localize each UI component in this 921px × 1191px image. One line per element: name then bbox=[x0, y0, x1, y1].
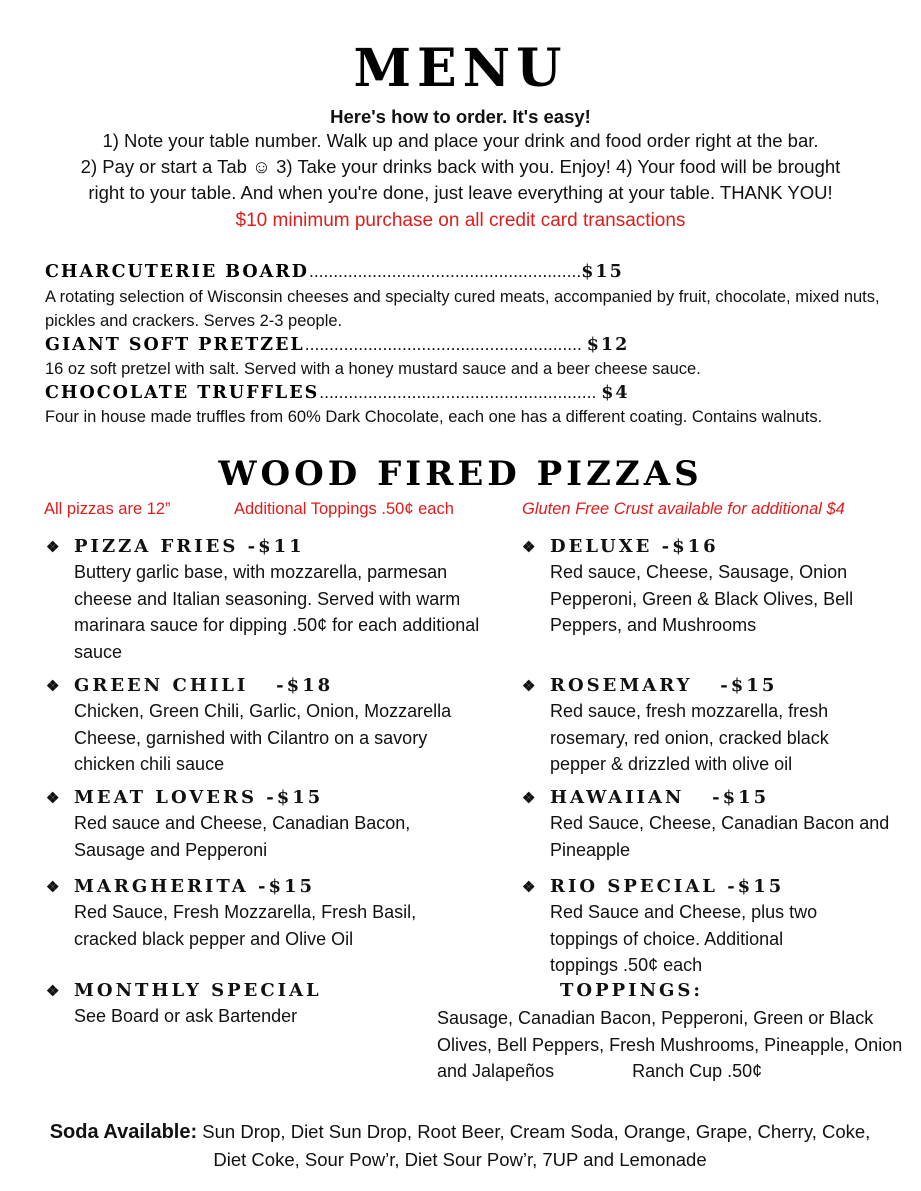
bullet-icon: ❖ bbox=[522, 789, 539, 807]
pizza-name: ROSEMARY -$15 bbox=[550, 675, 778, 696]
pizza-description: See Board or ask Bartender bbox=[74, 1006, 298, 1026]
appetizer-name: GIANT SOFT PRETZEL bbox=[45, 335, 305, 355]
pizza-item-deluxe bbox=[522, 535, 917, 639]
pizza-item-rio-special bbox=[522, 875, 917, 979]
soda-label: Soda Available: bbox=[49, 1121, 198, 1143]
pizza-heading bbox=[46, 875, 486, 899]
credit-card-minimum: $10 minimum purchase on all credit card transactions bbox=[235, 210, 686, 231]
howto-line-1: 1) Note your table number. Walk up and place your drink and food order right at the bar. bbox=[102, 130, 819, 151]
pizza-heading bbox=[522, 674, 917, 698]
pizza-item-pizza-fries bbox=[46, 535, 486, 665]
pizza-name: GREEN CHILI -$18 bbox=[74, 675, 334, 696]
pizza-heading bbox=[522, 535, 917, 559]
appetizer-name: CHOCOLATE TRUFFLES bbox=[45, 383, 320, 403]
toppings-items: Sausage, Canadian Bacon, Pepperoni, Green or Black Olives, Bell Peppers, Fresh Mushrooms, Pineapple, Onion and Jalapeños bbox=[437, 1008, 903, 1081]
pizza-name: MEAT LOVERS -$15 bbox=[74, 787, 324, 808]
pizza-item-rosemary bbox=[522, 674, 917, 778]
appetizer-truffles-title bbox=[45, 381, 880, 403]
appetizer-charcuterie-desc: A rotating selection of Wisconsin cheeses and specialty cured meats, accompanied by fruit, chocolate, mixed nuts, pickles and crackers. Serves 2-3 people. bbox=[45, 288, 880, 330]
dot-leader: ......................................................... bbox=[304, 334, 587, 354]
pizza-item-meat-lovers bbox=[46, 786, 486, 863]
appetizer-price: $12 bbox=[586, 335, 630, 355]
pizza-description: Red Sauce, Cheese, Canadian Bacon and Pineapple bbox=[550, 813, 890, 860]
pizza-heading bbox=[46, 979, 486, 1003]
bullet-icon: ❖ bbox=[46, 677, 63, 695]
toppings-price-note: Additional Toppings .50¢ each bbox=[234, 500, 454, 518]
pizza-description: Red sauce, Cheese, Sausage, Onion Pepperoni, Green & Black Olives, Bell Peppers, and Mushrooms bbox=[550, 562, 854, 635]
pizza-name: HAWAIIAN -$15 bbox=[550, 787, 770, 808]
menu-title: MENU bbox=[353, 38, 568, 99]
pizza-name: MARGHERITA -$15 bbox=[74, 876, 316, 897]
toppings-title: TOPPINGS: bbox=[560, 980, 704, 1001]
bullet-icon: ❖ bbox=[46, 878, 63, 896]
pizza-item-margherita bbox=[46, 875, 486, 952]
soda-available bbox=[40, 1118, 880, 1173]
soda-list: Sun Drop, Diet Sun Drop, Root Beer, Cream Soda, Orange, Grape, Cherry, Coke, Diet Coke, Sour Pow’r, Diet Sour Pow’r, 7UP and Lemonade bbox=[197, 1121, 871, 1170]
pizza-name: DELUXE -$16 bbox=[550, 536, 719, 557]
bullet-icon: ❖ bbox=[522, 538, 539, 556]
pizza-size-note: All pizzas are 12” bbox=[44, 500, 171, 518]
bullet-icon: ❖ bbox=[46, 789, 63, 807]
pizza-description: Red Sauce and Cheese, plus two toppings of choice. Additional toppings .50¢ each bbox=[550, 902, 818, 975]
appetizer-truffles-desc: Four in house made truffles from 60% Dark Chocolate, each one has a different coating. Contains walnuts. bbox=[45, 408, 823, 426]
pizza-name: PIZZA FRIES -$11 bbox=[74, 536, 305, 557]
appetizer-pretzel-desc: 16 oz soft pretzel with salt. Served with a honey mustard sauce and a beer cheese sauce. bbox=[45, 360, 701, 378]
pizza-item-monthly-special bbox=[46, 979, 486, 1030]
howto-line-2: 2) Pay or start a Tab ☺ 3) Take your drinks back with you. Enjoy! 4) Your food will be brought bbox=[80, 156, 841, 177]
pizza-heading bbox=[522, 875, 917, 899]
pizza-description: Red sauce and Cheese, Canadian Bacon, Sausage and Pepperoni bbox=[74, 813, 411, 860]
bullet-icon: ❖ bbox=[522, 677, 539, 695]
pizza-heading bbox=[46, 535, 486, 559]
howto-line-3: right to your table. And when you're done, just leave everything at your table. THANK YOU! bbox=[88, 182, 833, 203]
pizza-heading bbox=[46, 674, 486, 698]
pizza-description: Chicken, Green Chili, Garlic, Onion, Mozzarella Cheese, garnished with Cilantro on a savory chicken chili sauce bbox=[74, 701, 452, 774]
pizza-heading bbox=[522, 786, 917, 810]
appetizer-pretzel-title bbox=[45, 333, 880, 355]
bullet-icon: ❖ bbox=[46, 982, 63, 1000]
pizza-section-title: WOOD FIRED PIZZAS bbox=[218, 454, 703, 494]
dot-leader: ......................................................... bbox=[319, 382, 602, 402]
pizza-description: Red Sauce, Fresh Mozzarella, Fresh Basil, cracked black pepper and Olive Oil bbox=[74, 902, 417, 949]
pizza-name: MONTHLY SPECIAL bbox=[74, 980, 322, 1001]
appetizer-price: $15 bbox=[581, 262, 624, 282]
gluten-free-note: Gluten Free Crust available for additional $4 bbox=[522, 500, 845, 518]
toppings-list bbox=[437, 1005, 912, 1085]
pizza-description: Buttery garlic base, with mozzarella, parmesan cheese and Italian seasoning. Served with warm marinara sauce for dipping .50¢ for each additional sauce bbox=[74, 562, 480, 662]
pizza-name: RIO SPECIAL -$15 bbox=[550, 876, 785, 897]
howto-instructions bbox=[0, 128, 921, 206]
ranch-cup-price: Ranch Cup .50¢ bbox=[632, 1061, 763, 1081]
bullet-icon: ❖ bbox=[522, 878, 539, 896]
pizza-item-green-chili bbox=[46, 674, 486, 778]
appetizer-charcuterie-title bbox=[45, 260, 880, 282]
dot-leader: ........................................................ bbox=[308, 261, 582, 281]
howto-heading: Here's how to order. It's easy! bbox=[330, 106, 591, 127]
pizza-item-hawaiian bbox=[522, 786, 917, 863]
pizza-heading bbox=[46, 786, 486, 810]
bullet-icon: ❖ bbox=[46, 538, 63, 556]
pizza-description: Red sauce, fresh mozzarella, fresh rosemary, red onion, cracked black pepper & drizzled with olive oil bbox=[550, 701, 829, 774]
appetizer-price: $4 bbox=[601, 383, 630, 403]
appetizer-name: CHARCUTERIE BOARD bbox=[45, 262, 309, 282]
